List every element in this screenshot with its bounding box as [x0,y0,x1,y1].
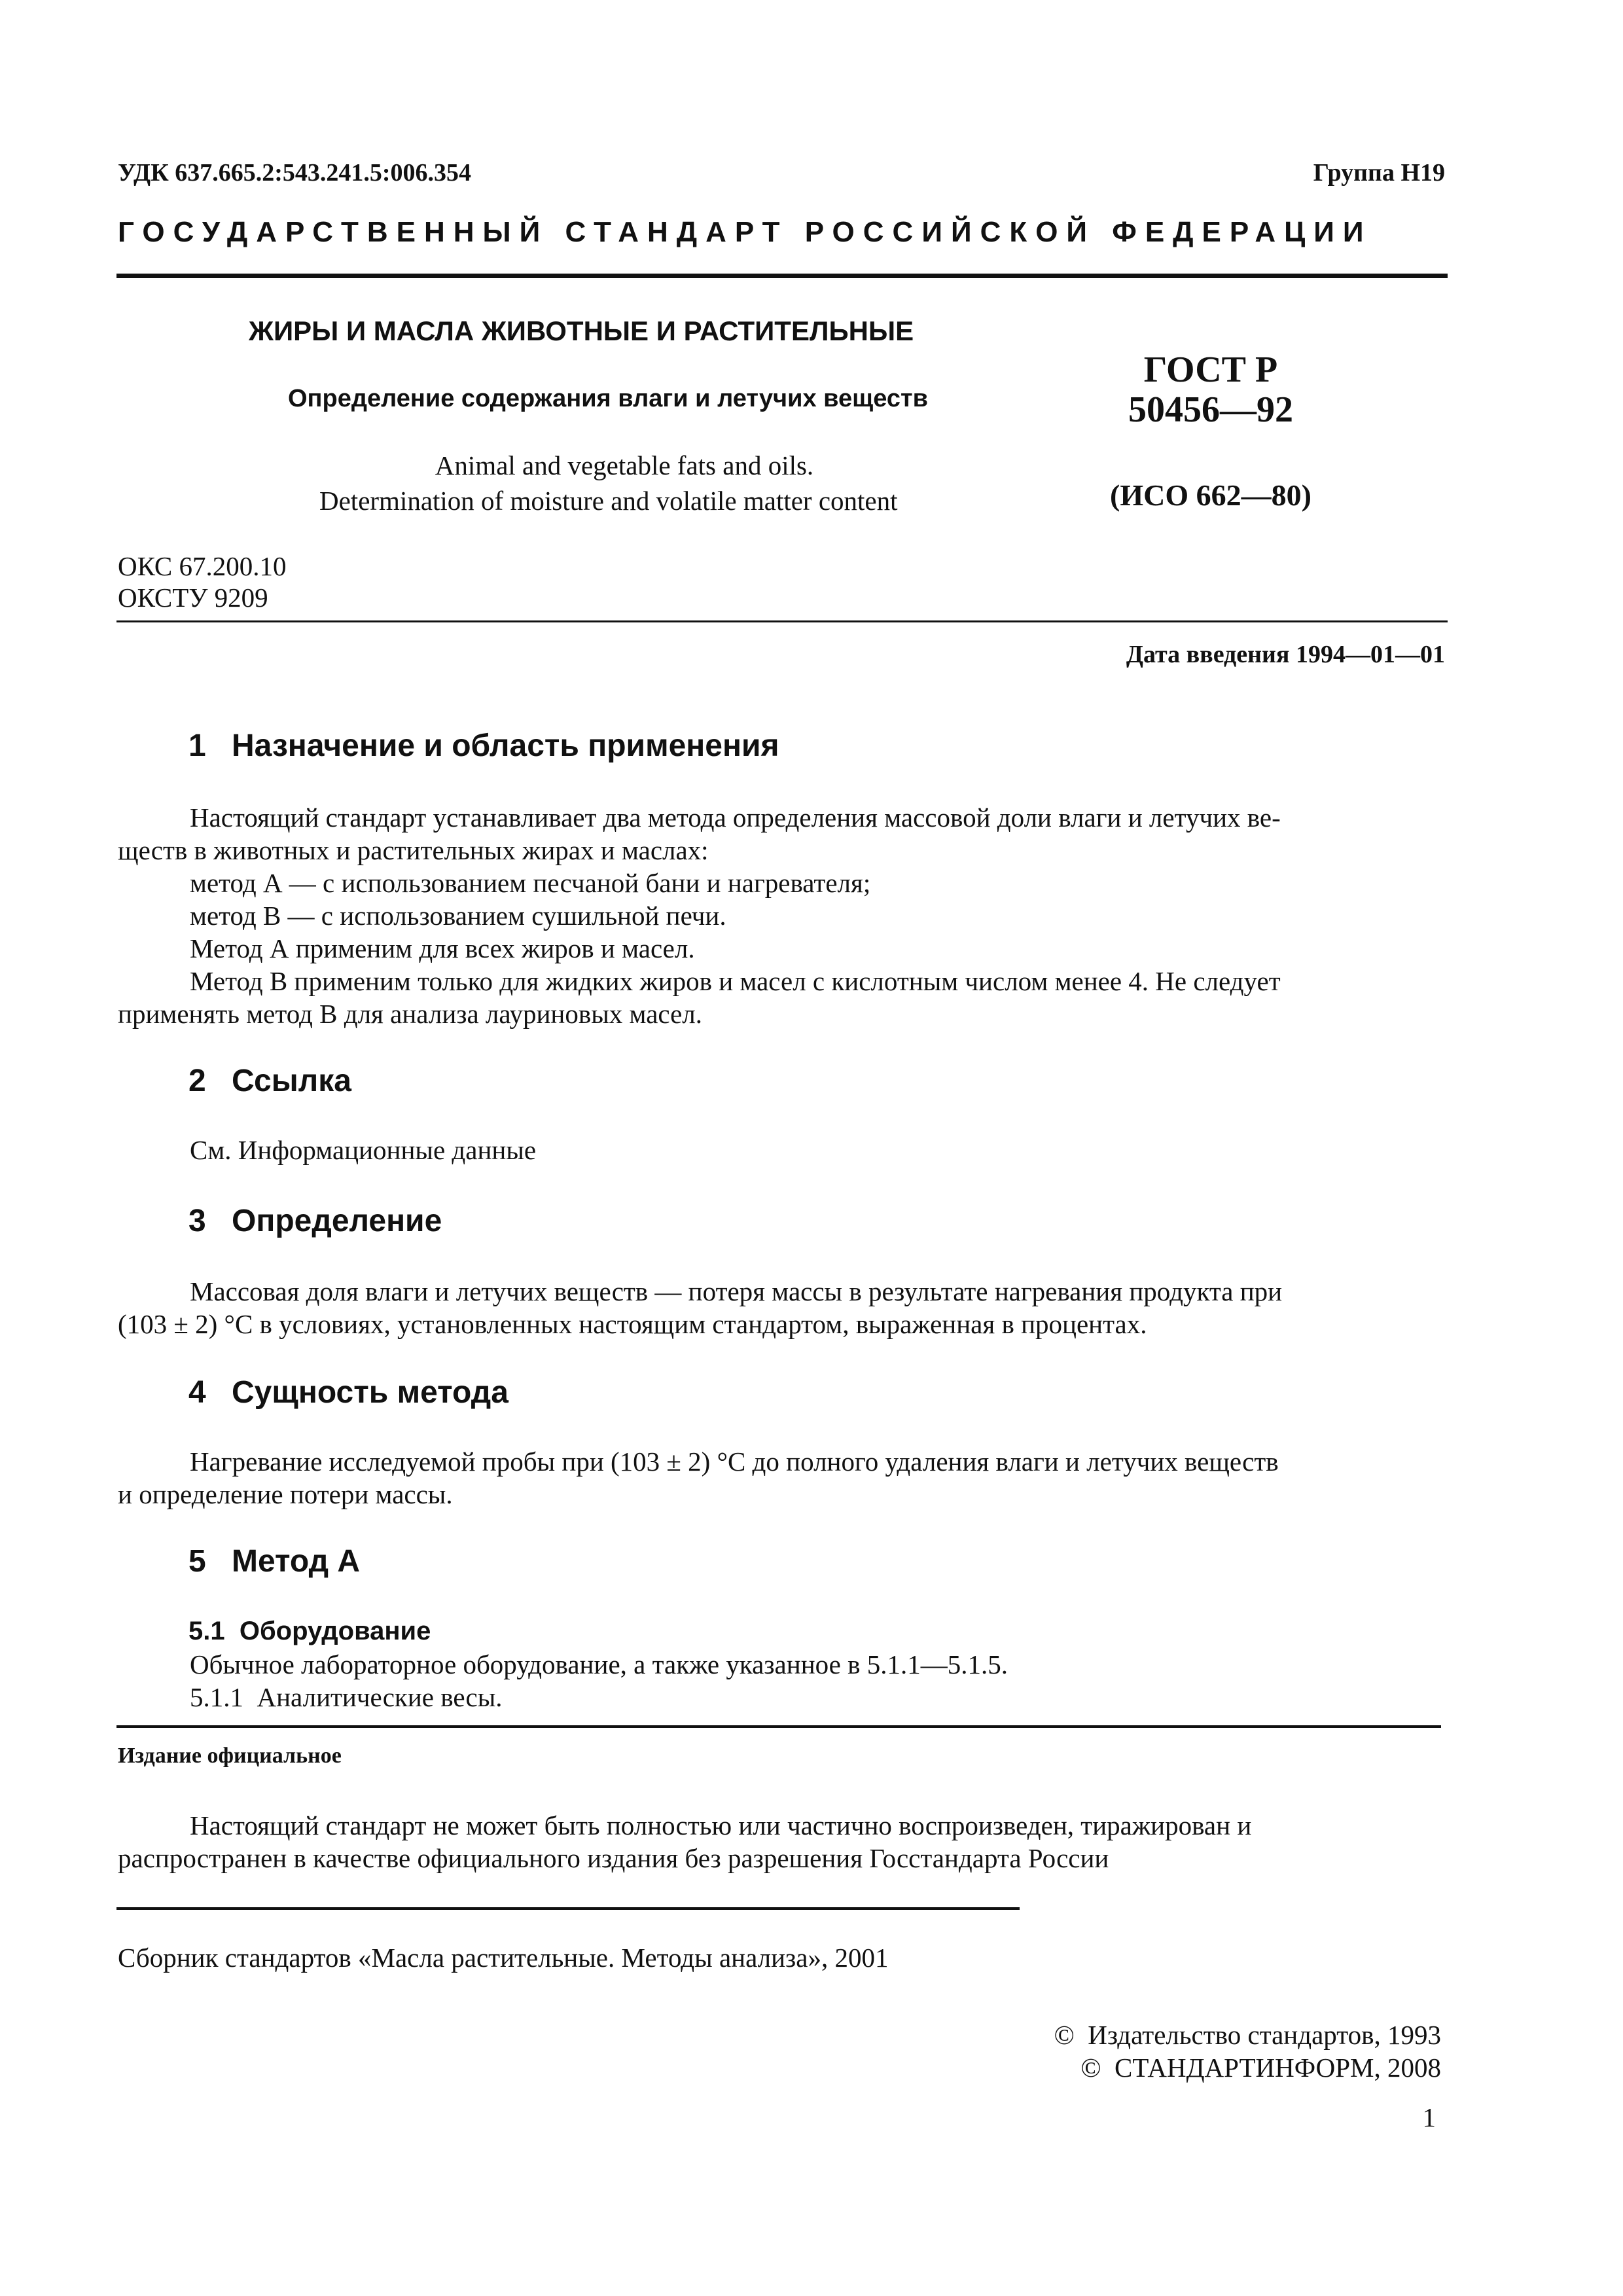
group-code: Группа Н19 [1313,159,1445,187]
header-rule [116,274,1448,278]
okstu-code: ОКСТУ 9209 [118,583,268,613]
reproduction-notice [118,1809,1440,1874]
footer-rule [116,1725,1441,1728]
section-1-number: 1 [188,728,206,763]
udk-code: УДК 637.665.2:543.241.5:006.354 [118,159,472,187]
section-2-body [118,1134,1446,1166]
section-5-number: 5 [188,1544,206,1579]
section-3-title: Определение [232,1204,442,1238]
section-3-paragraph-1: Массовая доля влаги и летучих веществ — потеря массы в результате нагревания продукта при [190,1276,1283,1306]
introduction-date: Дата введения 1994—01—01 [1126,641,1445,668]
section-1-paragraph-4: Метод А применим для всех жиров и масел. [190,933,695,963]
section-3-paragraph-1-cont: (103 ± 2) °С в условиях, установленных настоящим стандартом, выраженная в процентах. [118,1309,1147,1339]
reproduction-notice-line2: распространен в качестве официального издания без разрешения Госстандарта России [118,1843,1109,1873]
section-5-paragraph-1: Обычное лабораторное оборудование, а также указанное в 5.1.1—5.1.5. [190,1649,1008,1679]
section-4-heading [188,1374,508,1410]
section-5-title: Метод А [232,1544,361,1579]
section-3-number: 3 [188,1204,206,1238]
section-3-heading [188,1203,442,1239]
reproduction-notice-line1: Настоящий стандарт не может быть полностью или частично воспроизведен, тиражирован и [190,1810,1252,1840]
section-4-paragraph-1: Нагревание исследуемой пробы при (103 ± 2) °С до полного удаления влаги и летучих веществ [190,1446,1279,1477]
document-subtitle: Определение содержания влаги и летучих веществ [288,385,928,412]
section-1-paragraph-1: Настоящий стандарт устанавливает два метода определения массовой доли влаги и летучих ве- [190,802,1281,833]
section-1-method-b: метод В — с использованием сушильной печи. [190,901,726,931]
section-1-paragraph-5: Метод В применим только для жидких жиров и масел с кислотным числом менее 4. Не следует [190,966,1281,996]
iso-reference: (ИСО 662—80) [1110,478,1311,512]
section-5-body [118,1648,1446,1713]
section-4-paragraph-1-cont: и определение потери массы. [118,1479,453,1509]
copyright-line-2: © СТАНДАРТИНФОРМ, 2008 [1080,2053,1441,2083]
title-block-rule [116,620,1448,622]
section-2-heading [188,1063,351,1099]
subsection-5-1-number: 5.1 [188,1617,225,1645]
official-edition-label: Издание официальное [118,1744,342,1768]
section-3-body [118,1275,1446,1340]
section-2-title: Ссылка [232,1064,351,1098]
section-1-body [118,801,1446,1030]
section-1-paragraph-5-cont: применять метод В для анализа лауриновых масел. [118,999,702,1029]
copyright-line-1: © Издательство стандартов, 1993 [1054,2020,1441,2050]
gost-number-line1: ГОСТ Р [1143,350,1278,390]
section-4-number: 4 [188,1375,206,1410]
section-1-heading [188,728,779,764]
section-1-title: Назначение и область применения [232,728,779,763]
section-2-number: 2 [188,1064,206,1098]
section-4-body [118,1445,1446,1511]
english-title-line2: Determination of moisture and volatile matter content [319,486,898,516]
english-title-line1: Animal and vegetable fats and oils. [435,450,814,480]
section-2-paragraph-1: См. Информационные данные [190,1135,537,1165]
oks-code: ОКС 67.200.10 [118,551,287,581]
subsection-5-1-title: Оборудование [239,1617,431,1645]
subsection-5-1-heading [188,1617,431,1646]
section-1-paragraph-1-cont: ществ в животных и растительных жирах и маслах: [118,835,709,865]
gost-number-line2: 50456—92 [1128,389,1293,430]
notice-rule [116,1907,1020,1910]
section-1-method-a: метод А — с использованием песчаной бани и нагревателя; [190,868,871,898]
section-5-item-5-1-1: 5.1.1 Аналитические весы. [190,1682,503,1712]
state-standard-heading: ГОСУДАРСТВЕННЫЙ СТАНДАРТ РОССИЙСКОЙ ФЕДЕРАЦИИ [118,216,1372,248]
document-title: ЖИРЫ И МАСЛА ЖИВОТНЫЕ И РАСТИТЕЛЬНЫЕ [249,315,914,346]
section-4-title: Сущность метода [232,1375,508,1410]
section-5-heading [188,1543,360,1579]
page-number: 1 [1422,2102,1436,2132]
collection-reference: Сборник стандартов «Масла растительные. Методы анализа», 2001 [118,1943,889,1973]
